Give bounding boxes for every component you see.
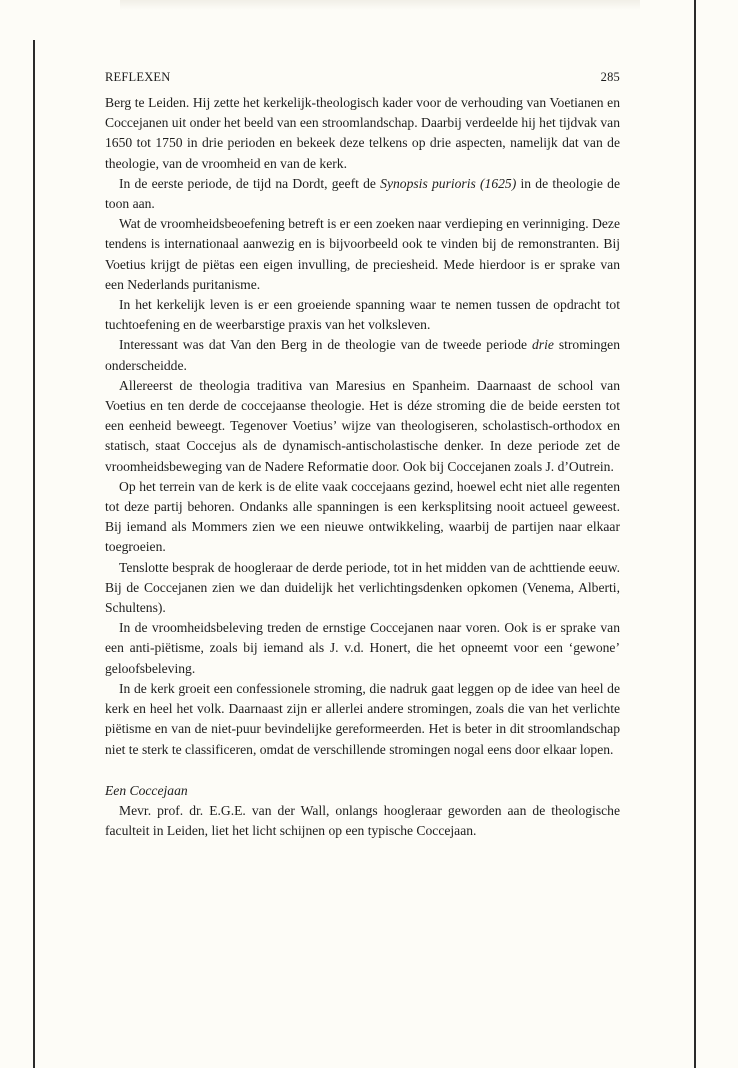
text-run: Interessant was dat Van den Berg in de theologie van de tweede periode: [119, 337, 532, 353]
paragraph: In de vroomheidsbeleving treden de ernstige Coccejanen naar voren. Ook is er sprake van een anti-piëtisme, zoals bij iemand als J. v.d. Honert, die het opneemt voor een ‘gewone’ geloofsbeleving.: [105, 620, 620, 676]
text-run: stromingen onderscheidde.: [105, 337, 620, 373]
paragraph: [105, 174, 620, 214]
scan-left-edge: [33, 40, 35, 1068]
paragraph: In het kerkelijk leven is er een groeiende spanning waar te nemen tussen de opdracht tot tuchtoefening en de weerbarstige praxis van het volksleven.: [105, 297, 620, 333]
scan-smudge: [120, 0, 640, 10]
paragraph: Tenslotte besprak de hoogleraar de derde periode, tot in het midden van de achttiende eeuw. Bij de Coccejanen zien we dan duidelijk het verlichtingsdenken opkomen (Venema, Alberti, Schultens).: [105, 559, 620, 616]
text-run: in de theologie de toon aan.: [105, 175, 620, 212]
page-number: 285: [600, 70, 620, 84]
book-title: Synopsis purioris (1625): [380, 175, 517, 191]
paragraph: Mevr. prof. dr. E.G.E. van der Wall, onlangs hoogleraar geworden aan de theologische faculteit in Leiden, liet het licht schijnen op een typische Coccejaan.: [105, 802, 620, 839]
text-run: In de eerste periode, de tijd na Dordt, geeft de: [119, 175, 381, 191]
running-title: REFLEXEN: [105, 70, 171, 84]
paragraph: Wat de vroomheidsbeoefening betreft is er een zoeken naar verdieping en verinniging. Deze tendens is internationaal aanwezig en is bijvoorbeeld ook te vinden bij de remonstranten. Bij Voetius krijgt de piëtas een eigen invulling, de preciesheid. Mede hierdoor is er sprake van een Nederlands puritanisme.: [105, 216, 620, 292]
section-heading: Een Coccejaan: [105, 782, 188, 798]
paragraph: Op het terrein van de kerk is de elite vaak coccejaans gezind, hoewel echt niet alle regenten tot deze partij behoren. Ondanks alle spanningen is een kerksplitsing nooit actueel geweest. Bij iemand als Mommers zien we een nieuwe ontwikkeling, waarbij de partijen naar elkaar toegroeien.: [105, 478, 620, 555]
paragraph: Berg te Leiden. Hij zette het kerkelijk-theologisch kader voor de verhouding van Voetianen en Coccejanen uit onder het beeld van een stroomlandschap. Daarbij verdeelde hij het tijdvak van 1650 tot 1750 in drie perioden en bekeek deze telkens op drie aspecten, namelijk dat van de theologie, van de vroomheid en van de kerk.: [105, 95, 620, 171]
paragraph: In de kerk groeit een confessionele stroming, die nadruk gaat leggen op de idee van heel de kerk en heel het volk. Daarnaast zijn er allerlei andere stromingen, zoals die van het verlichte piëtisme en van de niet-puur bevindelijke gereformeerden. Het is beter in dit stroomlandschap niet te sterk te classificeren, omdat de verschillende stromingen nogal eens door elkaar lopen.: [105, 680, 620, 757]
scan-right-edge: [694, 0, 696, 1068]
paragraph: Allereerst de theologia traditiva van Maresius en Spanheim. Daarnaast de school van Voetius en ten derde de coccejaanse theologie. Het is déze stroming die de beide eersten tot een eenheid beweegt. Tegenover Voetius’ wijze van theologiseren, scholastisch-orthodox en statisch, staat Coccejus als de dynamisch-antischolastische denker. In deze periode zet de vroomheidsbeweging van de Nadere Reformatie door. Ook bij Coccejanen zoals J. d’Outrein.: [105, 377, 620, 474]
emphasis: drie: [532, 337, 554, 353]
page-body: [105, 93, 620, 841]
paragraph: [105, 335, 620, 375]
